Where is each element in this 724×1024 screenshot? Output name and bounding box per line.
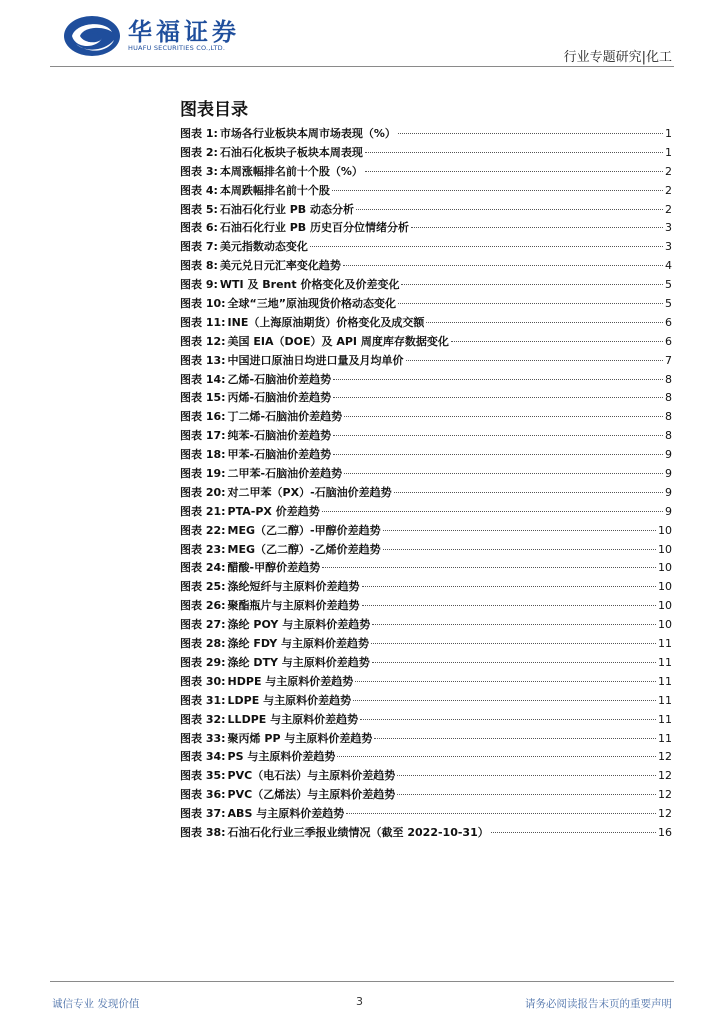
toc-entry[interactable] (180, 446, 672, 465)
toc-entry[interactable] (180, 314, 672, 333)
toc-dot-leader (451, 341, 663, 342)
toc-entry-label: 图表 9: (180, 278, 218, 292)
toc-entry[interactable] (180, 748, 672, 767)
toc-entry-label: 图表 3: (180, 164, 218, 178)
toc-entry-label: 图表 33: (180, 731, 226, 745)
toc-entry-label: 图表 29: (180, 655, 226, 669)
toc-entry-title: PVC（电石法）与主原料价差趋势 (227, 769, 396, 783)
toc-entry-page: 10 (658, 580, 672, 594)
toc-entry-label: 图表 23: (180, 542, 226, 556)
toc-entry[interactable] (180, 427, 672, 446)
toc-entry-title: 对二甲苯（PX）-石脑油价差趋势 (227, 485, 392, 499)
toc-entry-title: 涤纶 DTY 与主原料价差趋势 (227, 655, 370, 669)
toc-entry-page: 10 (658, 523, 672, 537)
toc-entry[interactable] (180, 692, 672, 711)
toc-entry-page: 1 (665, 145, 672, 159)
toc-entry-page: 16 (658, 825, 672, 839)
toc-entry-page: 12 (658, 807, 672, 821)
toc-entry-label: 图表 2: (180, 145, 218, 159)
toc-entry-label: 图表 10: (180, 297, 226, 311)
toc-entry[interactable] (180, 503, 672, 522)
toc-entry-title: 丁二烯-石脑油价差趋势 (227, 410, 343, 424)
toc-entry-page: 5 (665, 278, 672, 292)
toc-entry-page: 2 (665, 164, 672, 178)
toc-dot-leader (398, 133, 663, 134)
toc-entry-label: 图表 18: (180, 448, 226, 462)
toc-entry-title: 甲苯-石脑油价差趋势 (227, 448, 332, 462)
toc-entry-title: 纯苯-石脑油价差趋势 (227, 429, 332, 443)
toc-dot-leader (365, 171, 663, 172)
toc-entry-page: 11 (658, 712, 672, 726)
toc-dot-leader (372, 624, 656, 625)
toc-entry[interactable] (180, 541, 672, 560)
toc-entry[interactable] (180, 333, 672, 352)
toc-dot-leader (397, 775, 656, 776)
toc-entry-title: 涤纶 POY 与主原料价差趋势 (227, 618, 371, 632)
toc-entry-title: 石油石化行业 PB 动态分析 (219, 202, 354, 216)
toc-dot-leader (344, 416, 663, 417)
toc-entry-label: 图表 14: (180, 372, 226, 386)
logo-swirl-icon (62, 14, 122, 58)
toc-entry-page: 8 (665, 391, 672, 405)
toc-entry-label: 图表 12: (180, 334, 226, 348)
toc-entry-title: HDPE 与主原料价差趋势 (227, 674, 354, 688)
toc-entry-page: 3 (665, 221, 672, 235)
toc-entry-label: 图表 7: (180, 240, 218, 254)
toc-entry-page: 3 (665, 240, 672, 254)
toc-entry-title: 聚丙烯 PP 与主原料价差趋势 (227, 731, 373, 745)
toc-entry-label: 图表 30: (180, 674, 226, 688)
toc-entry-label: 图表 27: (180, 618, 226, 632)
toc-dot-leader (398, 303, 663, 304)
toc-entry-page: 1 (665, 127, 672, 140)
toc-entry-page: 9 (665, 448, 672, 462)
toc-entry-title: 石油石化行业 PB 历史百分位情绪分析 (219, 221, 409, 235)
toc-entry-page: 9 (665, 467, 672, 481)
toc-entry-page: 7 (665, 353, 672, 367)
toc-entry-page: 2 (665, 202, 672, 216)
toc-entry-page: 8 (665, 429, 672, 443)
toc-entry[interactable] (180, 730, 672, 749)
toc-entry-label: 图表 32: (180, 712, 226, 726)
toc-dot-leader (344, 473, 663, 474)
toc-entry[interactable] (180, 465, 672, 484)
toc-entry-title: 美元兑日元汇率变化趋势 (219, 259, 341, 273)
toc-dot-leader (365, 152, 663, 153)
toc-entry-page: 5 (665, 297, 672, 311)
toc-entry-page: 11 (658, 674, 672, 688)
toc-dot-leader (362, 586, 656, 587)
toc-entry-label: 图表 4: (180, 183, 218, 197)
toc-entry-label: 图表 6: (180, 221, 218, 235)
toc-entry-title: 本周涨幅排名前十个股（%） (219, 164, 363, 178)
toc-dot-leader (337, 756, 656, 757)
toc-entry-title: 中国进口原油日均进口量及月均单价 (227, 353, 404, 367)
toc-entry-title: 本周跌幅排名前十个股 (219, 183, 330, 197)
toc-entry-label: 图表 11: (180, 315, 226, 329)
toc-entry[interactable] (180, 786, 672, 805)
toc-entry-title: LDPE 与主原料价差趋势 (227, 693, 352, 707)
toc-entry-label: 图表 1: (180, 127, 218, 140)
toc-dot-leader (360, 719, 656, 720)
toc-entry-label: 图表 24: (180, 561, 226, 575)
toc-entry-label: 图表 35: (180, 769, 226, 783)
toc-entry-page: 9 (665, 504, 672, 518)
toc-entry-title: PTA-PX 价差趋势 (227, 504, 320, 518)
toc-dot-leader (322, 511, 663, 512)
toc-entry-title: 醋酸-甲醇价差趋势 (227, 561, 321, 575)
toc-entry-title: 乙烯-石脑油价差趋势 (227, 372, 332, 386)
toc-entry-label: 图表 13: (180, 353, 226, 367)
toc-dot-leader (343, 265, 663, 266)
toc-entry[interactable] (180, 389, 672, 408)
toc-entry-label: 图表 37: (180, 807, 226, 821)
toc-entry-label: 图表 34: (180, 750, 226, 764)
toc-entry[interactable] (180, 295, 672, 314)
toc-entry-page: 12 (658, 769, 672, 783)
toc-entry-page: 10 (658, 542, 672, 556)
toc-entry[interactable] (180, 559, 672, 578)
toc-dot-leader (411, 227, 663, 228)
toc-entry-title: 涤纶短纤与主原料价差趋势 (227, 580, 360, 594)
toc-entry-page: 2 (665, 183, 672, 197)
toc-entry[interactable] (180, 484, 672, 503)
header-divider (50, 66, 674, 67)
toc-entry-page: 6 (665, 334, 672, 348)
toc-entry[interactable] (180, 578, 672, 597)
toc-entry-title: 全球“三地”原油现货价格动态变化 (227, 297, 397, 311)
footer-divider (50, 981, 674, 982)
toc-entry-label: 图表 16: (180, 410, 226, 424)
toc-entry-label: 图表 15: (180, 391, 226, 405)
toc-entry-page: 10 (658, 618, 672, 632)
toc-entry-title: LLDPE 与主原料价差趋势 (227, 712, 359, 726)
toc-dot-leader (333, 454, 663, 455)
toc-entry-page: 12 (658, 788, 672, 802)
toc-dot-leader (332, 190, 663, 191)
toc-dot-leader (374, 738, 656, 739)
toc-dot-leader (355, 681, 656, 682)
toc-entry-page: 9 (665, 485, 672, 499)
toc-entry-label: 图表 26: (180, 599, 226, 613)
toc-title: 图表目录 (180, 100, 248, 120)
toc-entry[interactable] (180, 144, 672, 163)
toc-entry-title: MEG（乙二醇）-甲醇价差趋势 (227, 523, 381, 537)
toc-dot-leader (491, 832, 656, 833)
toc-entry-page: 6 (665, 315, 672, 329)
toc-dot-leader (397, 794, 656, 795)
brand-name-en: HUAFU SECURITIES CO.,LTD. (128, 44, 226, 52)
toc-entry[interactable] (180, 276, 672, 295)
toc-entry-title: ABS 与主原料价差趋势 (227, 807, 345, 821)
toc-entry[interactable] (180, 182, 672, 201)
toc-entry[interactable] (180, 201, 672, 220)
footer-slogan: 诚信专业 发现价值 (52, 998, 140, 1010)
table-of-figures (180, 125, 672, 843)
toc-entry-label: 图表 25: (180, 580, 226, 594)
toc-entry[interactable] (180, 352, 672, 371)
toc-dot-leader (310, 246, 663, 247)
toc-entry[interactable] (180, 125, 672, 144)
toc-entry-label: 图表 28: (180, 637, 226, 651)
toc-dot-leader (362, 605, 656, 606)
toc-entry-label: 图表 19: (180, 467, 226, 481)
toc-entry[interactable] (180, 767, 672, 786)
toc-entry-title: WTI 及 Brent 价格变化及价差变化 (219, 278, 400, 292)
toc-entry-label: 图表 36: (180, 788, 226, 802)
toc-entry-title: 石油石化板块子板块本周表现 (219, 145, 363, 159)
toc-entry[interactable] (180, 635, 672, 654)
toc-entry[interactable] (180, 654, 672, 673)
brand-name-cn: 华福证券 (128, 18, 240, 46)
toc-entry[interactable] (180, 673, 672, 692)
toc-entry-page: 8 (665, 372, 672, 386)
toc-entry[interactable] (180, 824, 672, 843)
toc-entry-title: INE（上海原油期货）价格变化及成交额 (227, 315, 425, 329)
toc-entry-title: 石油石化行业三季报业绩情况（截至 2022-10-31） (227, 825, 489, 839)
toc-entry-title: 美元指数动态变化 (219, 240, 308, 254)
toc-dot-leader (372, 662, 656, 663)
toc-entry-title: 市场各行业板块本周市场表现（%） (219, 127, 396, 140)
toc-entry-title: MEG（乙二醇）-乙烯价差趋势 (227, 542, 381, 556)
toc-entry[interactable] (180, 163, 672, 182)
toc-entry-page: 11 (658, 655, 672, 669)
toc-entry-page: 11 (658, 637, 672, 651)
toc-dot-leader (333, 397, 663, 398)
toc-entry-title: 二甲苯-石脑油价差趋势 (227, 467, 343, 481)
toc-dot-leader (383, 549, 656, 550)
toc-entry-title: PVC（乙烯法）与主原料价差趋势 (227, 788, 396, 802)
toc-entry-page: 10 (658, 561, 672, 575)
toc-entry-page: 11 (658, 693, 672, 707)
toc-dot-leader (383, 530, 656, 531)
toc-entry[interactable] (180, 805, 672, 824)
toc-entry[interactable] (180, 371, 672, 390)
toc-entry-page: 4 (665, 259, 672, 273)
toc-entry-title: 涤纶 FDY 与主原料价差趋势 (227, 637, 370, 651)
toc-dot-leader (406, 360, 663, 361)
toc-entry-label: 图表 5: (180, 202, 218, 216)
toc-entry-label: 图表 21: (180, 504, 226, 518)
company-logo (62, 14, 262, 58)
toc-entry[interactable] (180, 257, 672, 276)
toc-dot-leader (401, 284, 663, 285)
toc-entry-label: 图表 8: (180, 259, 218, 273)
toc-entry-page: 12 (658, 750, 672, 764)
toc-dot-leader (353, 700, 656, 701)
toc-entry-page: 11 (658, 731, 672, 745)
toc-dot-leader (394, 492, 663, 493)
toc-entry-title: 美国 EIA（DOE）及 API 周度库存数据变化 (227, 334, 449, 348)
toc-entry-page: 8 (665, 410, 672, 424)
toc-entry[interactable] (180, 219, 672, 238)
toc-entry-label: 图表 38: (180, 825, 226, 839)
report-category: 行业专题研究|化工 (563, 50, 672, 65)
toc-entry-label: 图表 17: (180, 429, 226, 443)
toc-entry[interactable] (180, 522, 672, 541)
toc-entry-label: 图表 20: (180, 485, 226, 499)
toc-entry[interactable] (180, 616, 672, 635)
page-header (0, 0, 724, 70)
toc-entry[interactable] (180, 408, 672, 427)
toc-entry[interactable] (180, 238, 672, 257)
toc-dot-leader (371, 643, 656, 644)
toc-dot-leader (346, 813, 656, 814)
toc-entry-page: 10 (658, 599, 672, 613)
toc-dot-leader (322, 567, 656, 568)
toc-entry[interactable] (180, 597, 672, 616)
toc-dot-leader (333, 379, 663, 380)
toc-dot-leader (333, 435, 663, 436)
toc-entry-title: 丙烯-石脑油价差趋势 (227, 391, 332, 405)
toc-entry-label: 图表 22: (180, 523, 226, 537)
toc-entry[interactable] (180, 711, 672, 730)
footer-disclaimer: 请务必阅读报告末页的重要声明 (525, 998, 672, 1010)
toc-dot-leader (426, 322, 663, 323)
page-number: 3 (356, 995, 363, 1008)
toc-entry-label: 图表 31: (180, 693, 226, 707)
toc-dot-leader (356, 209, 663, 210)
toc-entry-title: 聚酯瓶片与主原料价差趋势 (227, 599, 360, 613)
toc-entry-title: PS 与主原料价差趋势 (227, 750, 336, 764)
